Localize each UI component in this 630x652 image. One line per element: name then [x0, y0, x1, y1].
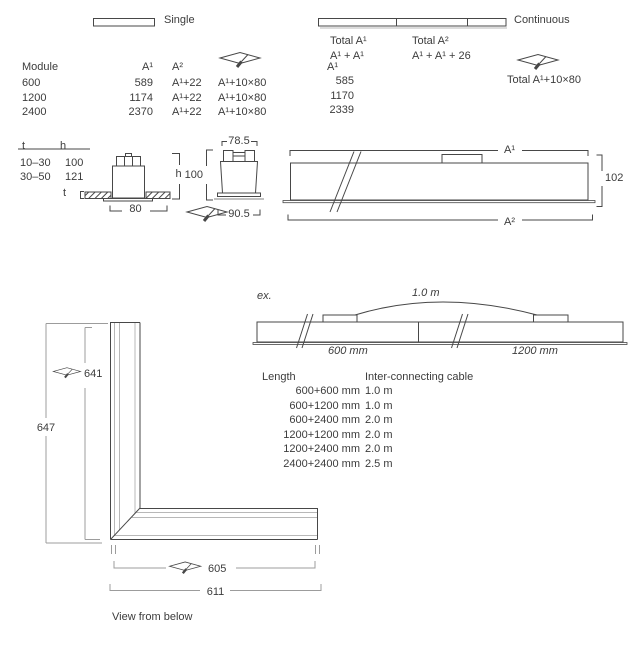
module-right-label: 1200 mm: [512, 345, 558, 357]
cable-value-cell: 1.0 m: [365, 385, 393, 397]
continuous-a1-value: 1170: [330, 90, 354, 102]
a1-cell: 589: [134, 77, 153, 89]
cutout-cell: A¹+10×80: [218, 92, 267, 104]
total-a2-formula: A¹ + A¹ + 26: [412, 50, 471, 62]
cable-length-cell: 1200+1200 mm: [283, 429, 360, 441]
recessed-width-label: 80: [129, 203, 142, 215]
cable-value-cell: 2.0 m: [365, 429, 393, 441]
profile-section-drawing: [207, 142, 265, 216]
single-label: Single: [164, 14, 195, 26]
total-a1-formula: A¹ + A¹: [330, 50, 364, 62]
recessed-t-label: t: [63, 187, 67, 199]
module-cell: 600: [22, 77, 41, 89]
a2-cell: A¹+22: [172, 106, 202, 118]
corner-outer-height-label: 647: [36, 422, 56, 434]
recessed-mounting-icon: [170, 562, 201, 573]
module-table-header-module: Module: [22, 61, 59, 73]
cable-value-cell: 1.0 m: [365, 400, 393, 412]
continuous-label: Continuous: [514, 14, 570, 26]
depth-t-cell: 10–30: [20, 157, 51, 169]
recessed-mounting-icon: [187, 207, 227, 222]
module-left-label: 600 mm: [328, 345, 368, 357]
a2-cell: A¹+22: [172, 92, 202, 104]
total-a2-header: Total A²: [412, 35, 449, 47]
cable-header-cable: Inter-connecting cable: [365, 371, 474, 383]
depth-h-cell: 100: [65, 157, 84, 169]
cable-length-cell: 600+600 mm: [295, 385, 360, 397]
cable-value-cell: 2.0 m: [365, 443, 393, 455]
depth-header-t: t: [22, 140, 26, 152]
cable-value-cell: 2.5 m: [365, 458, 393, 470]
corner-outer-width-label: 611: [206, 586, 225, 598]
side-a2-label: A²: [504, 216, 515, 228]
cutout-total-label: Total A¹+10×80: [507, 74, 582, 86]
corner-inner-width-label: 605: [208, 563, 227, 575]
view-caption: View from below: [112, 611, 193, 623]
profile-bottom-width-label: 90.5: [228, 208, 250, 220]
cable-length-cell: 600+2400 mm: [289, 414, 360, 426]
cable-length-cell: 600+1200 mm: [289, 400, 360, 412]
recessed-mounting-icon: [518, 55, 558, 70]
example-label: ex.: [257, 290, 272, 302]
module-table-header-a2: A²: [172, 61, 183, 73]
cable-length-cell: 1200+2400 mm: [283, 443, 360, 455]
corner-view-drawing: [46, 323, 321, 591]
cutout-cell: A¹+10×80: [218, 77, 267, 89]
continuous-a1-value: 2339: [329, 104, 354, 116]
a2-cell: A¹+22: [172, 77, 202, 89]
single-module-drawing: [94, 19, 155, 27]
cable-length-cell: 2400+2400 mm: [283, 458, 360, 470]
continuous-module-drawing: [319, 19, 508, 29]
recessed-h-label: h: [175, 168, 182, 180]
recessed-mounting-icon: [53, 368, 80, 378]
depth-t-cell: 30–50: [20, 171, 51, 183]
side-a1-label: A¹: [504, 144, 515, 156]
module-cell: 1200: [22, 92, 47, 104]
profile-top-width-label: 78.5: [228, 135, 250, 147]
continuous-a1-value: 585: [335, 75, 354, 87]
side-view-drawing: [283, 151, 602, 221]
depth-h-cell: 121: [65, 171, 84, 183]
cutout-cell: A¹+10×80: [218, 106, 267, 118]
recessed-mounting-icon: [220, 53, 260, 68]
example-drawing: [253, 302, 627, 348]
a1-cell: 2370: [128, 106, 153, 118]
corner-inner-height-label: 641: [84, 368, 103, 380]
cable-length-label: 1.0 m: [412, 287, 440, 299]
profile-height-label: 100: [184, 169, 203, 181]
depth-header-h: h: [60, 140, 67, 152]
cable-value-cell: 2.0 m: [365, 414, 393, 426]
module-table-header-a1: A¹: [142, 61, 153, 73]
total-a1-header: Total A¹: [330, 35, 367, 47]
cable-header-length: Length: [262, 371, 296, 383]
side-height-label: 102: [605, 172, 624, 184]
a1-cell: 1174: [129, 92, 153, 104]
module-cell: 2400: [22, 106, 47, 118]
continuous-a1-header: A¹: [327, 61, 338, 73]
